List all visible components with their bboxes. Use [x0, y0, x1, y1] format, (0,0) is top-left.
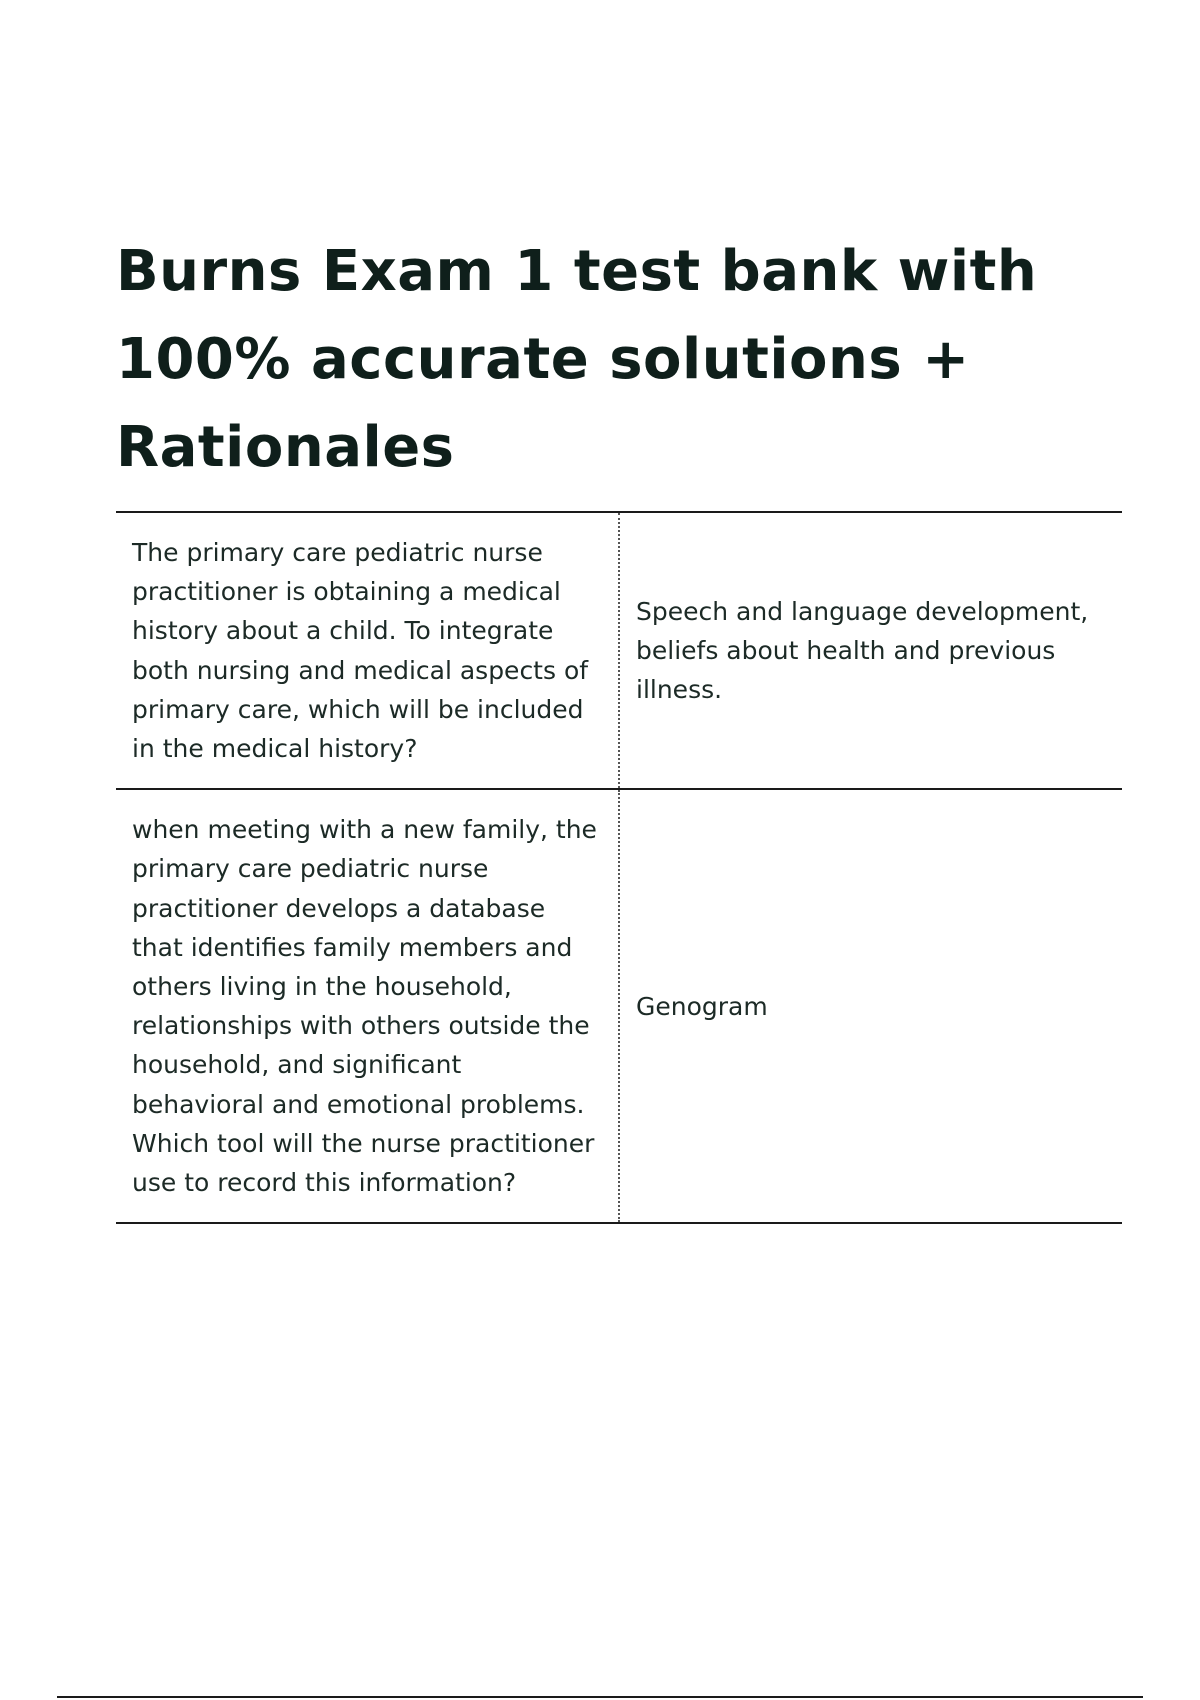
question-cell: The primary care pediatric nurse practitioner is obtaining a medical history about a child. To integrate both nursing and medical aspects of primary care, which will be included in the medical history? [116, 512, 619, 789]
footer-divider [57, 1696, 1143, 1698]
document-title: Burns Exam 1 test bank with 100% accurate solutions + Rationales [116, 239, 1038, 480]
question-cell: when meeting with a new family, the primary care pediatric nurse practitioner develops a database that identifies family members and others living in the household, relationships with others outside the household, and significant behavioral and emotional problems. Which tool will the nurse practitioner use to record this information? [116, 789, 619, 1223]
qa-table [116, 511, 1122, 1224]
answer-cell: Genogram [619, 789, 1122, 1223]
table-row [116, 789, 1122, 1223]
table-row [116, 512, 1122, 789]
answer-cell: Speech and language development, beliefs about health and previous illness. [619, 512, 1122, 789]
